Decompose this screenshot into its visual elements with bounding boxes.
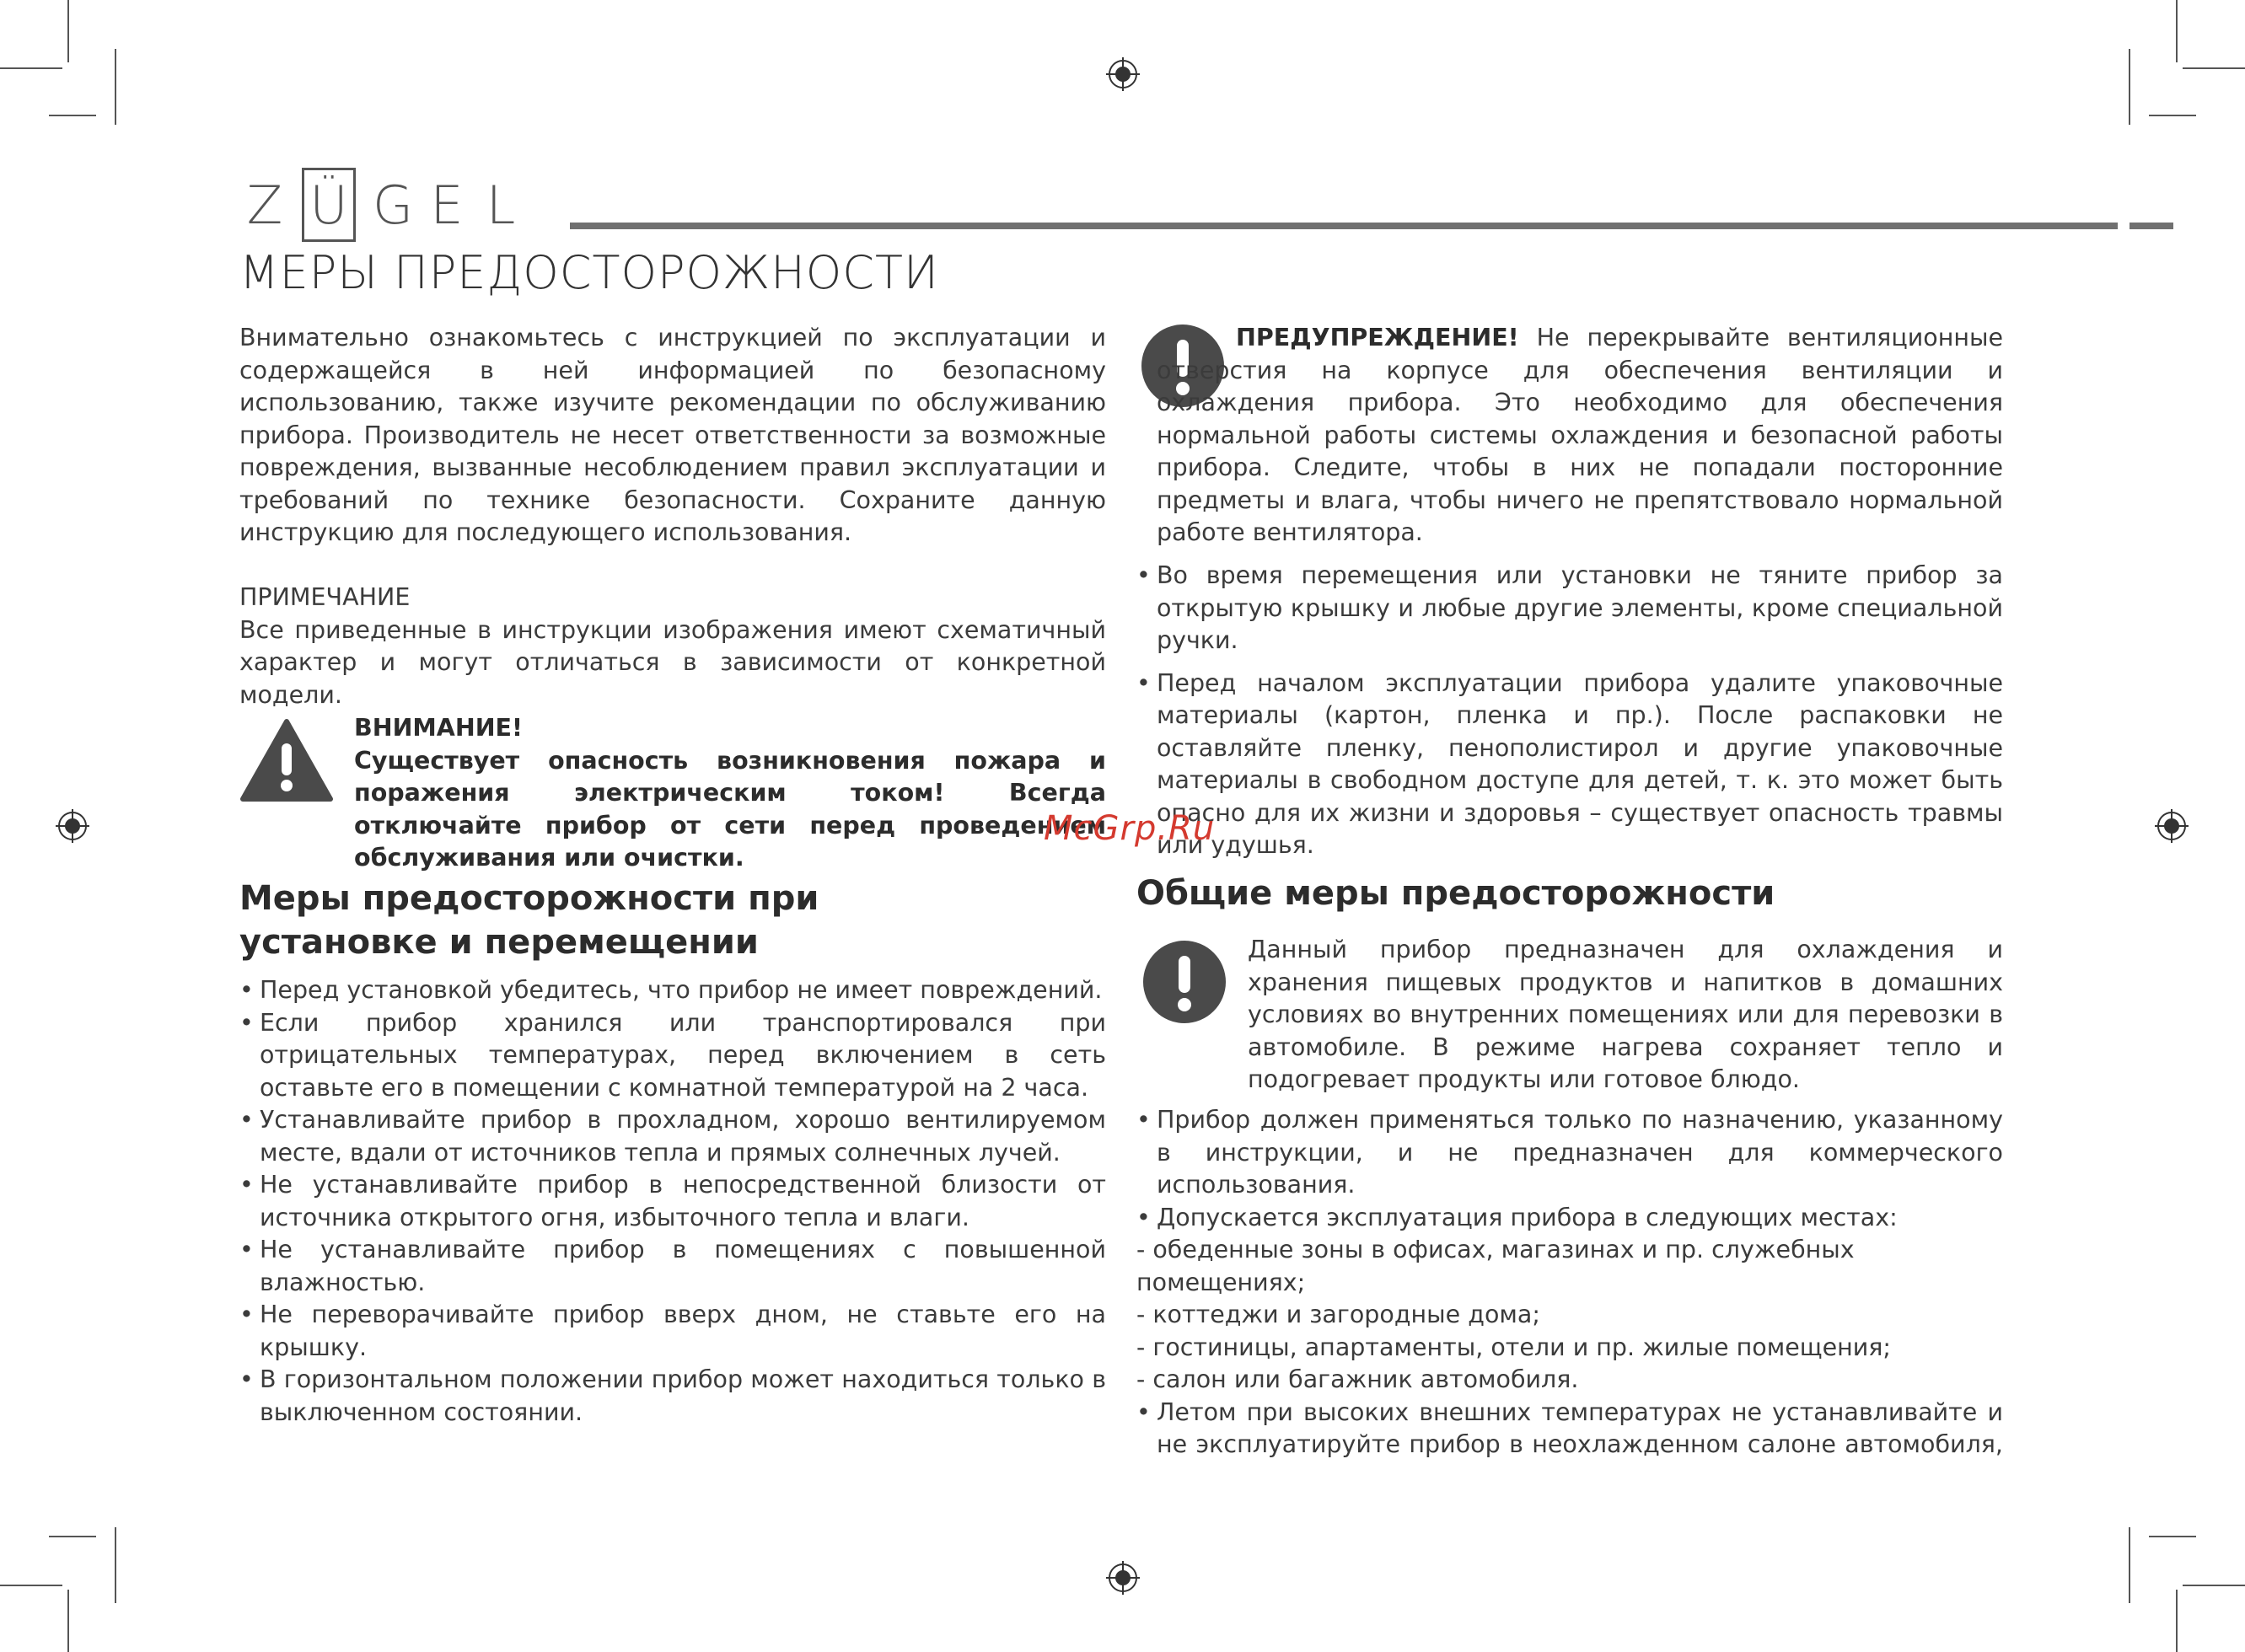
crop-mark [2183, 67, 2245, 69]
crop-mark [49, 115, 96, 116]
crop-mark [2149, 115, 2196, 116]
header-rule-short [2130, 223, 2173, 229]
registration-mark-icon [56, 809, 89, 843]
section-heading: Меры предосторожности при установке и перемещении [239, 879, 819, 962]
list-item: • Летом при высоких внешних температурах не устанавливайте и не эксплуатируйте прибор в неохлажденном салоне автомобиля, [1136, 1397, 2003, 1462]
right-warning [1157, 322, 2003, 550]
warning-heading: ВНИМАНИЕ! [354, 714, 524, 742]
list-item: • Если прибор хранился или транспортировался при отрицательных температурах, перед включением в сеть оставьте его в помещении с комнатной температурой на 2 часа. [239, 1007, 1106, 1105]
right-bullets [1136, 560, 2003, 862]
crop-mark [67, 1590, 69, 1652]
info-text: Данный прибор предназначен для охлаждения и хранения пищевых продуктов и напитков в домашних условиях во внутренних помещениях или для перевозки в автомобиле. В режиме нагрева сохраняет тепло и подогревает продукты или готовое блюдо. [1248, 936, 2003, 1093]
logo-letter: G [372, 174, 414, 236]
page-title: МЕРЫ ПРЕДОСТОРОЖНОСТИ [239, 246, 939, 299]
list-item: • Перед установкой убедитесь, что прибор не имеет повреждений. [239, 974, 1106, 1007]
watermark: McGrp.Ru [1044, 809, 1216, 848]
logo-letter: Z [246, 174, 283, 236]
crop-mark [67, 0, 69, 62]
header-rule [570, 223, 2118, 229]
brand-logo [238, 167, 528, 243]
crop-mark [115, 1527, 116, 1603]
list-item: • Не устанавливайте прибор в помещениях с повышенной влажностью. [239, 1234, 1106, 1299]
list-item: • В горизонтальном положении прибор может находиться только в выключенном состоянии. [239, 1364, 1106, 1429]
intro-text: Внимательно ознакомьтесь с инструкцией по эксплуатации и содержащейся в ней информацией по безопасному использованию, также изучите рекомендации по обслуживанию прибора. Производитель не несет ответственности за возможные повреждения, вызванные несоблюдением правил эксплуатации и требований по технике безопасности. Сохраните данную инструкцию для последующего использования. [239, 324, 1106, 546]
warning-block [354, 712, 1106, 875]
list-item: • Перед началом эксплуатации прибора удалите упаковочные материалы (картон, пленка и пр.). После распаковки не оставляйте пленку, пенополистирол и другие упаковочные материалы в свободном доступе для детей, т. к. это может быть опасно для их жизни и здоровья – существует опасность травмы или удушья. [1136, 668, 2003, 862]
registration-mark-icon [2155, 809, 2189, 843]
registration-mark-icon [1106, 57, 1140, 91]
logo-letter: E [430, 174, 464, 236]
note-heading: ПРИМЕЧАНИЕ [239, 583, 411, 611]
crop-mark [2183, 1585, 2245, 1586]
crop-mark [0, 1585, 62, 1586]
crop-mark [0, 67, 62, 69]
location-item: - гостиницы, апартаменты, отели и пр. жилые помещения; [1136, 1333, 1892, 1361]
list-item: • Прибор должен применяться только по назначению, указанному в инструкции, и не предназначен для коммерческого использования. [1136, 1104, 2003, 1202]
location-item: - салон или багажник автомобиля. [1136, 1365, 1579, 1393]
list-item: • Допускается эксплуатация прибора в следующих местах: [1136, 1202, 2003, 1235]
list-item: • Не переворачивайте прибор вверх дном, не ставьте его на крышку. [239, 1299, 1106, 1364]
location-item: - обеденные зоны в офисах, магазинах и пр. служебных помещениях; [1136, 1236, 1855, 1296]
info-paragraph [1248, 934, 2003, 1097]
list-item: • Во время перемещения или установки не тяните прибор за открытую крышку и любые другие элементы, кроме специальной ручки. [1136, 560, 2003, 657]
right-warning-body: Не перекрывайте вентиляционные отверстия на корпусе для обеспечения вентиляции и охлаждения прибора. Это необходимо для обеспечения нормальной работы системы охлаждения и безопасной работы прибора. Следите, чтобы в них не попадали посторонние предметы и влага, чтобы ничего не препятствовало нормальной работе вентилятора. [1157, 324, 2003, 546]
right-warning-label: ПРЕДУПРЕЖДЕНИЕ! [1236, 324, 1519, 351]
note-text: Все приведенные в инструкции изображения имеют схематичный характер и могут отличаться в зависимости от конкретной модели. [239, 615, 1106, 709]
general-section [1136, 872, 2003, 915]
crop-mark [2176, 0, 2178, 62]
note-block [239, 582, 1106, 711]
crop-mark [49, 1536, 96, 1537]
section-heading: Общие меры предосторожности [1136, 874, 1775, 913]
logo-letter-boxed: Ü [302, 168, 356, 242]
install-section [239, 877, 1106, 1429]
warning-triangle-icon [239, 718, 334, 802]
registration-mark-icon [1106, 1561, 1140, 1595]
general-list [1136, 1104, 2003, 1462]
crop-mark [2176, 1590, 2178, 1652]
crop-mark [2149, 1536, 2196, 1537]
list-item: • Устанавливайте прибор в прохладном, хорошо вентилируемом месте, вдали от источников тепла и прямых солнечных лучей. [239, 1104, 1106, 1169]
warning-text: Существует опасность возникновения пожара и поражения электрическим током! Всегда отключайте прибор от сети перед проведением обслуживания или очистки. [354, 746, 1106, 872]
crop-mark [115, 49, 116, 125]
list-item: • Не устанавливайте прибор в непосредственной близости от источника открытого огня, избыточного тепла и влаги. [239, 1169, 1106, 1234]
exclamation-circle-icon [1143, 941, 1226, 1023]
right-warning-text [1157, 322, 2003, 550]
intro-paragraph [239, 322, 1106, 550]
logo-letter: L [486, 174, 516, 236]
location-item: - коттеджи и загородные дома; [1136, 1301, 1540, 1328]
crop-mark [2129, 1527, 2130, 1603]
crop-mark [2129, 49, 2130, 125]
